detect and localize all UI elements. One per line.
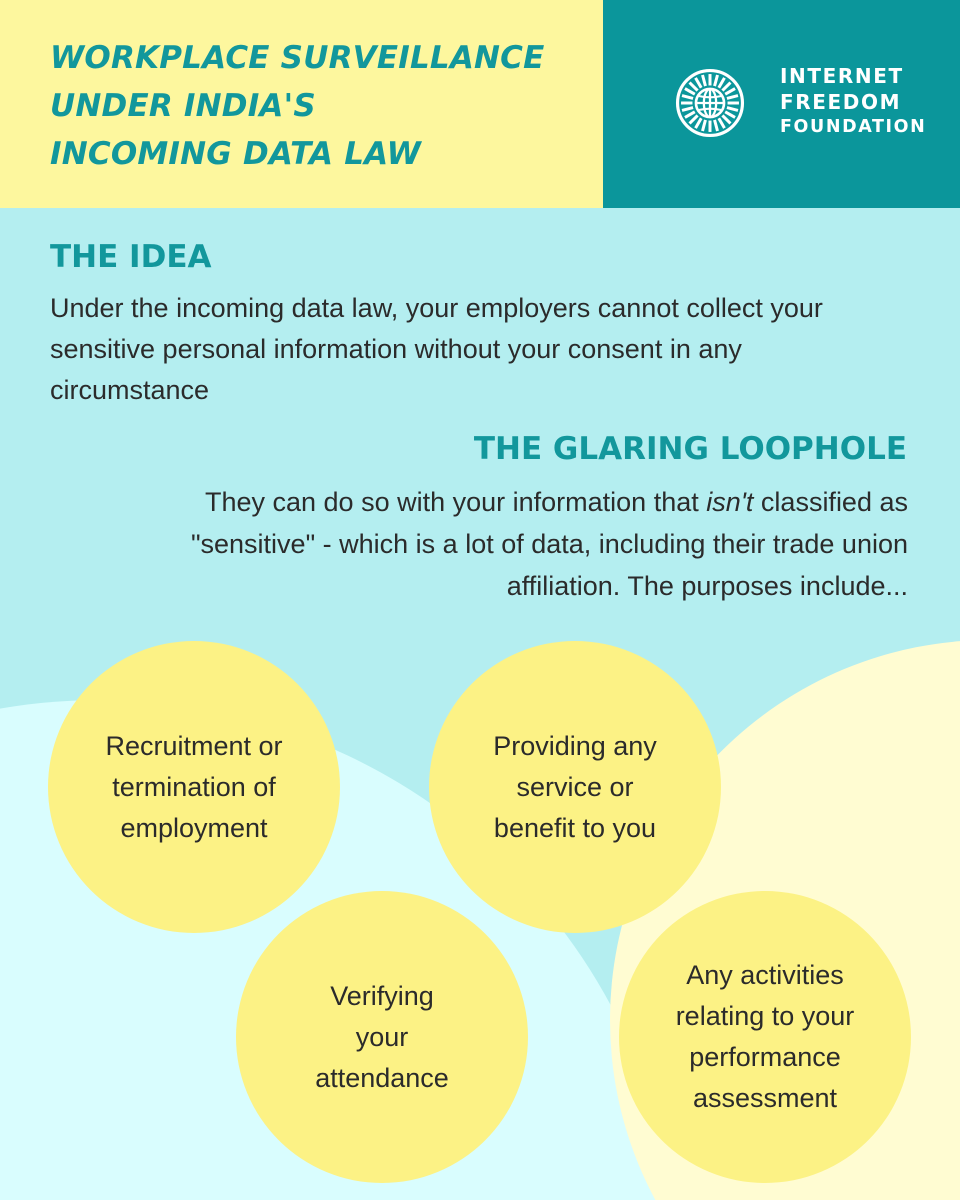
logo-line-1: INTERNET [780,64,904,88]
logo-ray [703,75,706,86]
title-line-3: INCOMING DATA LAW [50,136,422,172]
purpose-line: attendance [315,1062,449,1093]
logo-ray [725,89,735,95]
logo-ray [685,112,695,118]
logo-ray [715,75,718,86]
title-line-2: UNDER INDIA'S [50,88,316,124]
loophole-body [38,481,908,607]
organization-logo-text [780,63,926,139]
purpose-line: assessment [692,1083,838,1113]
logo-ray [725,112,735,118]
purpose-circle-performance [619,891,911,1183]
logo-ray [682,108,693,111]
loophole-line-1-start: They can do so with your information that [204,487,707,517]
page-title [50,34,545,178]
purpose-line: employment [120,812,268,843]
purpose-line: Providing any [493,730,657,761]
purpose-line: service or [516,771,634,802]
logo-ray [719,78,725,88]
logo-ray [682,96,693,99]
header-logo-panel [603,0,960,208]
purpose-text [493,726,657,849]
purpose-line: Recruitment or [105,730,283,761]
purpose-circle-attendance [236,891,528,1183]
idea-heading: THE IDEA [50,239,212,275]
logo-ray [696,118,702,128]
loophole-line-2: "sensitive" - which is a lot of data, including their trade union [190,529,908,559]
logo-ray [727,108,738,111]
logo-ray [715,120,718,131]
purpose-line: termination of [112,771,276,802]
header-title-panel [0,0,603,208]
logo-ray [727,96,738,99]
purpose-circle-recruitment [48,641,340,933]
loophole-line-3: affiliation. The purposes include... [506,571,908,601]
loophole-line-1-end: classified as [753,487,908,517]
purpose-line: benefit to you [493,812,657,843]
loophole-emphasis: isn't [706,487,754,517]
logo-ray [722,83,730,91]
logo-ray [722,115,730,123]
logo-ray [690,115,698,123]
logo-ray [685,89,695,95]
title-line-1: WORKPLACE SURVEILLANCE [50,40,545,76]
logo-ray [690,83,698,91]
purpose-text [105,726,282,849]
logo-line-2: FREEDOM [780,90,902,114]
loophole-line-1 [38,481,908,523]
purpose-circle-service-benefit [429,641,721,933]
logo-line-3: FOUNDATION [780,117,927,137]
purpose-text [315,976,449,1099]
globe-in-gear-emblem-icon [666,53,754,153]
purpose-line: Any activities [686,960,844,990]
logo-ray [696,78,702,88]
logo-ray [703,120,706,131]
logo-ray [719,118,725,128]
purpose-line: relating to your [675,1001,855,1031]
loophole-heading: THE GLARING LOOPHOLE [473,431,907,467]
purpose-line: performance [689,1042,841,1072]
purpose-line: Verifying [330,980,434,1011]
purpose-text [676,955,855,1119]
purpose-line: your [355,1021,409,1052]
idea-body: Under the incoming data law, your employers cannot collect your sensitive personal information without your consent in any circumstance [50,293,823,405]
